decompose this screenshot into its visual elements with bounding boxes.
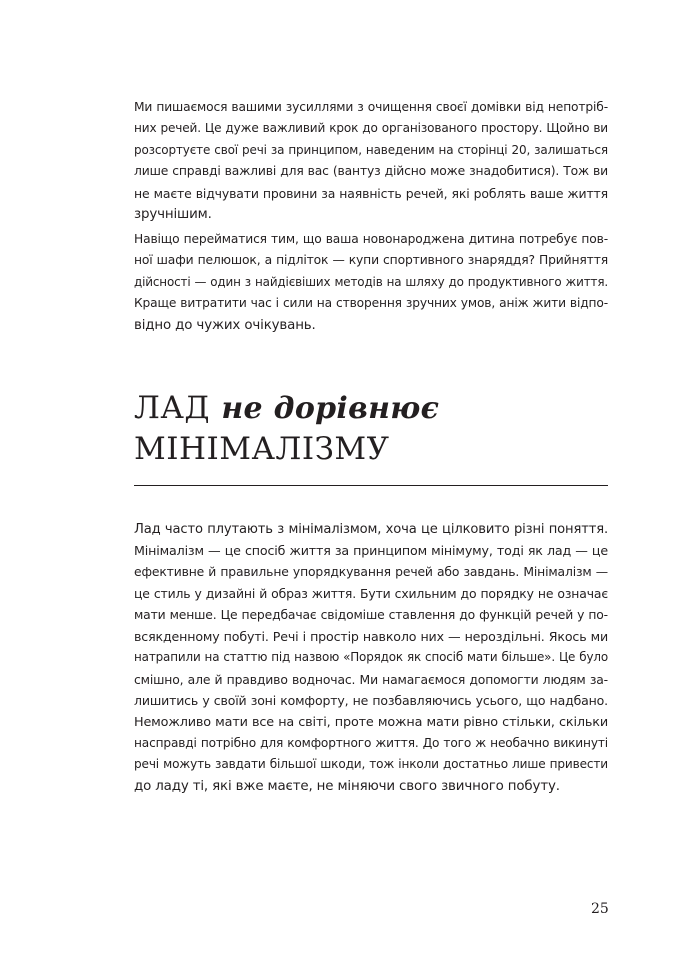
heading-caps-word: ЛАД [134,390,211,426]
text-line: лише справді важливі для вас (вантуз дійсно може знадобитися). Тож ви [134,164,608,179]
text-line: Краще витратити час і сили на створення зручних умов, аніж жити відпо- [134,296,608,311]
text-line: смішно, але й правдиво водночас. Ми намагаємося допомогти людям за- [134,671,608,687]
text-line: ної шафи пелюшок, а підліток — купи спортивного знаряддя? Прийняття [134,253,608,268]
heading-divider [134,485,608,486]
heading-line-2: МІНІМАЛІЗМУ [134,431,390,467]
text-line: всякденному побуті. Речі і простір навколо них — нероздільні. Якось ми [134,629,608,645]
text-line: лишитись у своїй зоні комфорту, не позбавляючись усього, що надбано. [134,693,608,709]
text-line: насправді потрібно для комфортного життя. До того ж необачно викинуті [134,736,608,751]
text-line: Лад часто плутають з мінімалізмом, хоча це цілковито різні поняття. [134,522,608,537]
text-line: Мінімалізм — це спосіб життя за принципом мінімуму, тоді як лад — це [134,543,608,559]
text-line: розсортуєте свої речі за принципом, наведеним на сторінці 20, залишаться [134,142,608,157]
heading-italic-words: не дорівнює [221,391,440,426]
text-line: ефективне й правильне упорядкування речей або завдань. Мінімалізм — [134,564,608,579]
section-heading [134,388,439,469]
text-line: Неможливо мати все на світі, проте можна мати рівно стільки, скільки [134,714,608,730]
heading-line-1 [134,388,439,429]
text-line: них речей. Це дуже важливий крок до організованого простору. Щойно ви [134,121,608,136]
text-line: це стиль у дизайні й образ життя. Бути схильним до порядку не означає [134,586,608,602]
body-paragraph [134,519,608,797]
text-line: Ми пишаємося вашими зусиллями з очищення своєї домівки від непотріб- [134,100,608,114]
text-line: натрапили на статтю під назвою «Порядок як спосіб мати більше». Це було [134,650,608,665]
text-line: речі можуть завдати більшої шкоди, тож інколи достатньо лише привести [134,757,608,772]
text-line: дійсності — один з найдієвіших методів на шляху до продуктивного життя. [134,274,608,289]
text-line: відно до чужих очікувань. [134,317,316,333]
intro-paragraph [134,97,608,225]
page-number: 25 [591,901,609,917]
text-line: Навіщо перейматися тим, що ваша новонароджена дитина потребує пов- [134,232,608,246]
second-paragraph [134,229,608,336]
text-line: зручнішим. [134,207,212,223]
text-line: мати менше. Це передбачає свідоміше ставлення до функцій речей у по- [134,607,608,622]
text-line: до ладу ті, які вже маєте, не міняючи свого звичного побуту. [134,778,560,794]
text-line: не маєте відчувати провини за наявність речей, які роблять ваше життя [134,185,608,201]
